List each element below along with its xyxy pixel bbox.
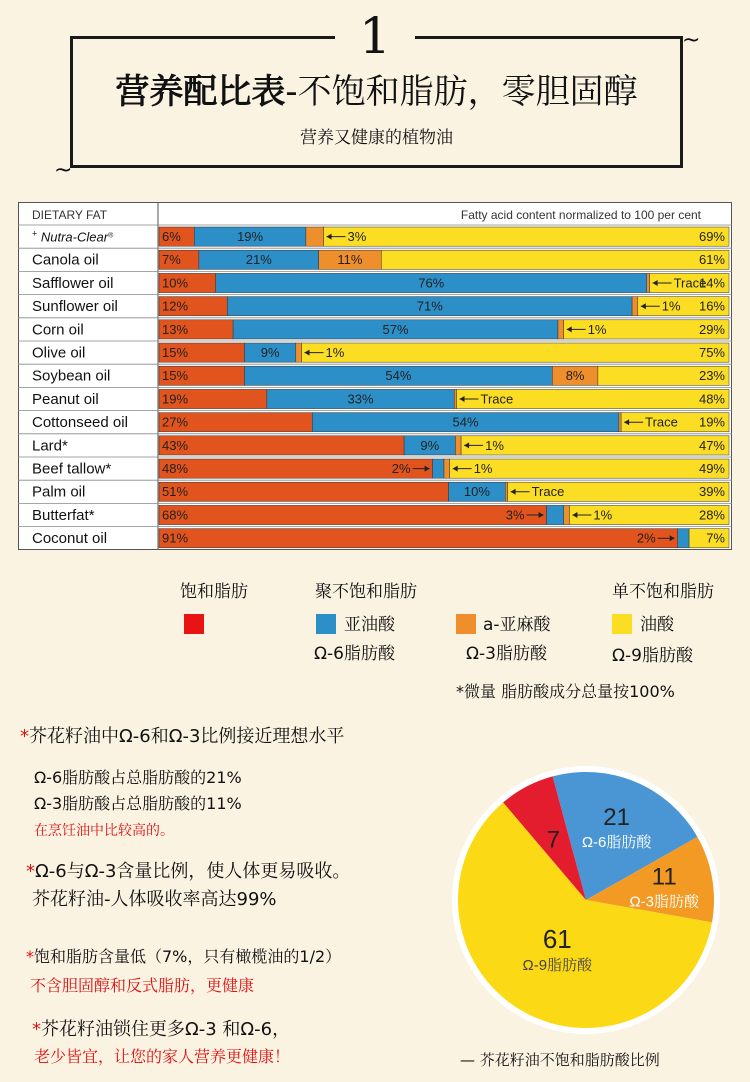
page-subtitle: 营养又健康的植物油 xyxy=(300,128,453,148)
row-label: Sunflower oil xyxy=(32,298,118,316)
chart-right-header: Fatty acid content normalized to 100 per cent xyxy=(460,208,701,222)
bar-ala xyxy=(505,482,507,501)
value-label-ala: 1% xyxy=(325,345,345,360)
value-label-ole: 7% xyxy=(706,530,725,546)
legend-sub-omega3: Ω-3脂肪酸 xyxy=(466,644,547,664)
value-label-lin: 54% xyxy=(452,414,479,430)
pie-caption: — 芥花籽油不饱和脂肪酸比例 xyxy=(460,1051,660,1069)
value-label-lin: 3% xyxy=(505,507,525,523)
legend-group-saturated: 饱和脂肪 xyxy=(180,582,248,602)
section-number: 1 xyxy=(359,7,391,65)
bar-ala xyxy=(296,343,302,362)
value-label-lin: 2% xyxy=(636,530,656,546)
bar-ala xyxy=(619,413,621,432)
bar-sat xyxy=(159,529,678,548)
pie-value-label: 21 xyxy=(603,803,630,831)
row-label: Palm oil xyxy=(32,483,86,501)
value-label-ala: 8% xyxy=(565,368,585,384)
page-title xyxy=(70,70,683,114)
pie-sub-label: Ω-3脂肪酸 xyxy=(629,893,700,911)
pie-sub-label: Ω-9脂肪酸 xyxy=(522,956,593,974)
value-label-sat: 13% xyxy=(162,321,189,337)
value-label-lin: 2% xyxy=(391,461,411,476)
deco-tilde-top: ~ xyxy=(682,28,701,53)
value-label-sat: 12% xyxy=(162,298,189,314)
value-label-ala: 1% xyxy=(473,461,493,476)
value-label-sat: 27% xyxy=(162,414,189,430)
bar-lin xyxy=(678,529,689,548)
value-label-ala: 1% xyxy=(485,437,504,453)
value-label-sat: 15% xyxy=(162,368,189,384)
note4-line1-text: 芥花籽油锁住更多Ω-3 和Ω-6， xyxy=(41,1019,291,1040)
legend-swatch-oleic xyxy=(612,614,632,634)
value-label-ala: 1% xyxy=(587,321,607,337)
row-label: Soybean oil xyxy=(32,367,111,385)
bar-ala xyxy=(558,320,564,339)
legend-swatch-alpha-linolenic xyxy=(456,614,476,634)
value-label-sat: 91% xyxy=(162,530,189,546)
bar-ole xyxy=(324,227,729,246)
note2-line2: 芥花籽油-人体吸收率高达99% xyxy=(32,889,277,910)
value-label-ole: 16% xyxy=(698,298,725,314)
row-label: Butterfat* xyxy=(32,506,95,524)
legend-label-oleic: 油酸 xyxy=(640,615,674,635)
value-label-ole: 61% xyxy=(698,252,725,268)
value-label-lin: 57% xyxy=(382,321,409,337)
note1-red: 在烹饪油中比较高的。 xyxy=(34,823,174,839)
note1-line1: Ω-6脂肪酸占总脂肪酸的21% xyxy=(34,768,242,787)
pie-value-label: 11 xyxy=(651,863,677,891)
value-label-ole: 69% xyxy=(698,229,725,244)
legend-sub-omega9: Ω-9脂肪酸 xyxy=(612,646,693,666)
value-label-ole: 49% xyxy=(698,461,725,476)
value-label-ole: 29% xyxy=(698,321,725,337)
value-label-ala: 1% xyxy=(661,298,681,314)
note2-line1-text: Ω-6与Ω-3含量比例，使人体更易吸收。 xyxy=(35,861,351,882)
value-label-sat: 15% xyxy=(162,345,189,360)
legend-swatch-saturated xyxy=(184,614,204,634)
pie-value-label: 7 xyxy=(546,826,560,854)
value-label-lin: 33% xyxy=(347,391,374,407)
bar-ala xyxy=(444,459,450,478)
bar-ala xyxy=(632,297,638,316)
value-label-lin: 71% xyxy=(416,298,443,314)
note3-line1: *饱和脂肪含量低（7%，只有橄榄油的1/2） xyxy=(26,947,342,966)
value-label-sat: 19% xyxy=(162,391,189,407)
bar-ala xyxy=(454,389,456,408)
row-label: Safflower oil xyxy=(32,274,114,292)
value-label-ole: 39% xyxy=(698,484,725,500)
row-label: Canola oil xyxy=(32,251,99,269)
value-label-ala: Trace xyxy=(645,414,678,430)
value-label-lin: 10% xyxy=(463,484,490,500)
value-label-sat: 7% xyxy=(162,252,181,268)
chart-left-header: DIETARY FAT xyxy=(32,208,108,222)
pie-sub-label: Ω-6脂肪酸 xyxy=(581,833,652,851)
value-label-ole: 47% xyxy=(698,437,725,453)
value-label-ala: Trace xyxy=(480,391,514,407)
note2-line1: *Ω-6与Ω-3含量比例，使人体更易吸收。 xyxy=(26,861,351,882)
note1-title-text: 芥花籽油中Ω-6和Ω-3比例接近理想水平 xyxy=(29,726,345,747)
value-label-ala: Trace xyxy=(531,484,565,500)
bar-ole xyxy=(302,343,730,362)
value-label-ala: 11% xyxy=(337,252,363,268)
deco-tilde-bottom: ~ xyxy=(54,158,73,183)
value-label-sat: 43% xyxy=(162,437,189,453)
value-label-sat: 6% xyxy=(162,229,181,244)
note4-line1: *芥花籽油锁住更多Ω-3 和Ω-6， xyxy=(32,1019,291,1040)
bar-ole xyxy=(381,250,729,269)
bar-sat xyxy=(159,505,547,524)
value-label-ala: 1% xyxy=(593,507,613,523)
value-label-lin: 76% xyxy=(418,275,445,291)
bar-sat xyxy=(159,482,449,501)
row-label: Olive oil xyxy=(32,344,86,362)
bar-lin xyxy=(433,459,444,478)
value-label-lin: 9% xyxy=(420,437,440,453)
legend-group-mono: 单不饱和脂肪 xyxy=(612,582,714,602)
value-label-ole: 28% xyxy=(698,507,725,523)
note4-red: 老少皆宜，让您的家人营养更健康！ xyxy=(34,1047,291,1066)
value-label-sat: 48% xyxy=(162,461,189,476)
bar-ala xyxy=(306,227,324,246)
value-label-lin: 19% xyxy=(237,229,264,244)
legend-group-poly: 聚不饱和脂肪 xyxy=(315,582,417,602)
omega-pie-chart xyxy=(448,750,724,1050)
note3-line1-text: 饱和脂肪含量低（7%，只有橄榄油的1/2） xyxy=(34,947,342,966)
value-label-sat: 10% xyxy=(162,275,189,291)
legend-sub-omega6: Ω-6脂肪酸 xyxy=(314,644,395,664)
pie-value-label: 61 xyxy=(542,923,572,954)
bar-ala xyxy=(455,436,461,455)
note3-red: 不含胆固醇和反式脂肪，更健康 xyxy=(30,976,255,995)
value-label-lin: 9% xyxy=(260,345,280,360)
row-label: Cottonseed oil xyxy=(32,414,128,432)
bar-lin xyxy=(547,505,564,524)
row-label: Corn oil xyxy=(32,321,84,339)
value-label-ole: 75% xyxy=(698,345,725,360)
value-label-ole: 48% xyxy=(698,391,725,407)
row-label: Peanut oil xyxy=(32,390,99,408)
bar-sat xyxy=(159,436,404,455)
value-label-ole: 19% xyxy=(698,414,725,430)
row-label: + Nutra-Clear® xyxy=(32,228,114,245)
legend-label-linoleic: 亚油酸 xyxy=(344,615,395,635)
bar-ala xyxy=(647,273,650,292)
row-label: Coconut oil xyxy=(32,530,108,548)
value-label-sat: 51% xyxy=(162,484,189,500)
value-label-ole: 14% xyxy=(698,275,725,291)
value-label-ala: Trace xyxy=(673,275,707,291)
value-label-lin: 54% xyxy=(385,368,412,384)
value-label-lin: 21% xyxy=(245,252,272,268)
page-title-rest: -不饱和脂肪，零胆固醇 xyxy=(285,72,638,112)
bar-ala xyxy=(564,505,570,524)
note1-line2: Ω-3脂肪酸占总脂肪酸的11% xyxy=(34,794,242,813)
value-label-sat: 68% xyxy=(162,507,189,523)
fatty-acid-chart xyxy=(18,202,732,550)
value-label-ole: 23% xyxy=(698,368,725,384)
page-title-bold: 营养配比表 xyxy=(115,72,286,112)
value-label-ala: 3% xyxy=(347,229,367,244)
note1-title: *芥花籽油中Ω-6和Ω-3比例接近理想水平 xyxy=(20,726,345,747)
legend-swatch-linoleic xyxy=(316,614,336,634)
row-label: Beef tallow* xyxy=(32,460,112,478)
row-label: Lard* xyxy=(32,437,68,455)
legend-label-alpha-linolenic: a-亚麻酸 xyxy=(483,615,551,635)
legend-footnote: *微量 脂肪酸成分总量按100% xyxy=(456,682,675,701)
